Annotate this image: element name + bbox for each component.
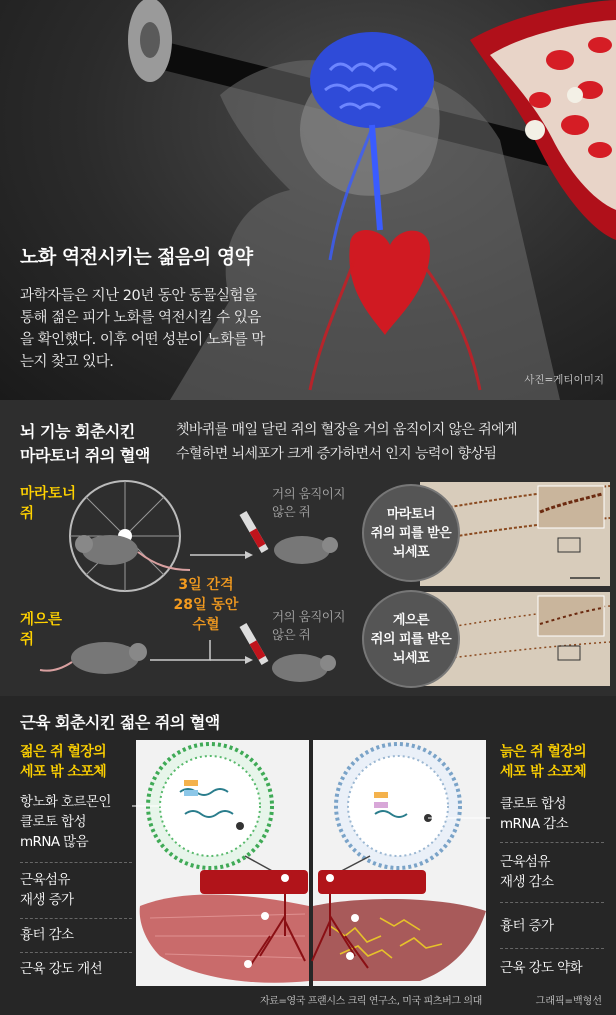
old-item-1-line-2: mRNA 감소 xyxy=(500,816,569,832)
muscle-blood-section xyxy=(0,696,616,1015)
old-item-2-line-1: 근육섬유 xyxy=(500,854,550,870)
interval-line-2: 28일 동안 xyxy=(173,597,239,613)
old-item-4: 근육 강도 약화 xyxy=(500,960,583,976)
young-item-3: 흉터 감소 xyxy=(20,927,74,943)
young-head-line-1: 젊은 쥐 혈장의 xyxy=(20,744,107,760)
brain-blood-section xyxy=(0,400,616,696)
lazy-result-line-1: 게으른 xyxy=(392,612,430,628)
lazy-label-line-2: 쥐 xyxy=(20,632,35,648)
interval-line-1: 3일 간격 xyxy=(178,577,234,593)
marathon-result-line-2: 쥐의 피를 받은 xyxy=(370,525,452,541)
divider xyxy=(500,948,604,949)
lazy-mouse-graphic xyxy=(71,642,139,674)
recipient-mouse-bottom-graphic xyxy=(272,654,328,682)
young-item-2-line-2: 재생 증가 xyxy=(20,892,74,908)
old-plasma-heading xyxy=(500,742,586,782)
hero-title: 노화 역전시키는 젊음의 영약 xyxy=(20,246,253,268)
marathon-result-bubble xyxy=(362,484,460,582)
divider xyxy=(500,902,604,903)
syringe-bottom-graphic xyxy=(240,623,269,665)
marathon-label-line-1: 마라토너 xyxy=(20,486,77,502)
marathon-result-line-3: 뇌세포 xyxy=(392,544,430,560)
lazy-label-line-1: 게으른 xyxy=(20,612,63,628)
young-item-2-line-1: 근육섬유 xyxy=(20,872,70,888)
blood-vessel-old xyxy=(318,870,426,894)
old-muscle-graphic xyxy=(313,899,486,981)
recipient-line-2: 않은 쥐 xyxy=(272,504,311,519)
brain-graphic xyxy=(310,32,434,128)
young-muscle-graphic xyxy=(140,894,309,982)
interval-line-3: 수혈 xyxy=(192,617,220,633)
photo-credit: 사진=게티이미지 xyxy=(524,374,604,386)
old-item-2 xyxy=(500,852,553,892)
hero-description: 과학자들은 지난 20년 동안 동물실험을 통해 젊은 피가 노화를 역전시킬 수 있음을 확인했다. 이후 어떤 성분이 노화를 막는지 찾고 있다. xyxy=(20,288,265,370)
old-vesicle-graphic xyxy=(336,744,460,868)
old-head-line-1: 늙은 쥐 혈장의 xyxy=(500,744,587,760)
recipient-line-2: 않은 쥐 xyxy=(272,627,311,642)
young-item-1-line-3: mRNA 많음 xyxy=(20,834,89,850)
young-head-line-2: 세포 밖 소포체 xyxy=(20,764,107,780)
recipient-mouse-top-graphic xyxy=(274,536,330,564)
recipient-line-1: 거의 움직이지 xyxy=(272,609,345,624)
brain-desc-line-2: 수혈하면 뇌세포가 크게 증가하면서 인지 능력이 향상됨 xyxy=(176,446,497,462)
old-item-3: 흉터 증가 xyxy=(500,918,554,934)
brain-title-line-1: 뇌 기능 회춘시킨 xyxy=(20,422,135,441)
lazy-result-bubble xyxy=(362,590,460,688)
lazy-result-line-3: 뇌세포 xyxy=(392,650,430,666)
divider xyxy=(500,842,604,843)
old-item-1-line-1: 클로토 합성 xyxy=(500,796,566,812)
old-item-1 xyxy=(500,794,568,834)
arrow-bottom xyxy=(150,640,210,660)
brain-title-line-2: 마라토너 쥐의 혈액 xyxy=(20,446,150,465)
lazy-result-line-2: 쥐의 피를 받은 xyxy=(370,631,452,647)
graphic-credit: 그래픽=백형선 xyxy=(535,996,602,1007)
recipient-line-1: 거의 움직이지 xyxy=(272,486,345,501)
old-head-line-2: 세포 밖 소포체 xyxy=(500,764,587,780)
marathon-label-line-2: 쥐 xyxy=(20,506,35,522)
old-item-2-line-2: 재생 감소 xyxy=(500,874,554,890)
blood-vessel-young xyxy=(200,870,308,894)
brain-desc-line-1: 쳇바퀴를 매일 달린 쥐의 혈장을 거의 움직이지 않은 쥐에게 xyxy=(176,422,517,438)
syringe-top-graphic xyxy=(240,511,269,553)
muscle-section-title: 근육 회춘시킨 젊은 쥐의 혈액 xyxy=(20,713,220,732)
young-item-1-line-1: 항노화 호르몬인 xyxy=(20,794,111,810)
young-item-4: 근육 강도 개선 xyxy=(20,961,103,977)
marathon-result-line-1: 마라토너 xyxy=(386,506,436,522)
young-item-1-line-2: 클로토 합성 xyxy=(20,814,86,830)
source-credit: 자료=영국 프랜시스 크릭 연구소, 미국 피츠버그 의대 xyxy=(260,996,482,1007)
hero-section xyxy=(0,0,616,400)
